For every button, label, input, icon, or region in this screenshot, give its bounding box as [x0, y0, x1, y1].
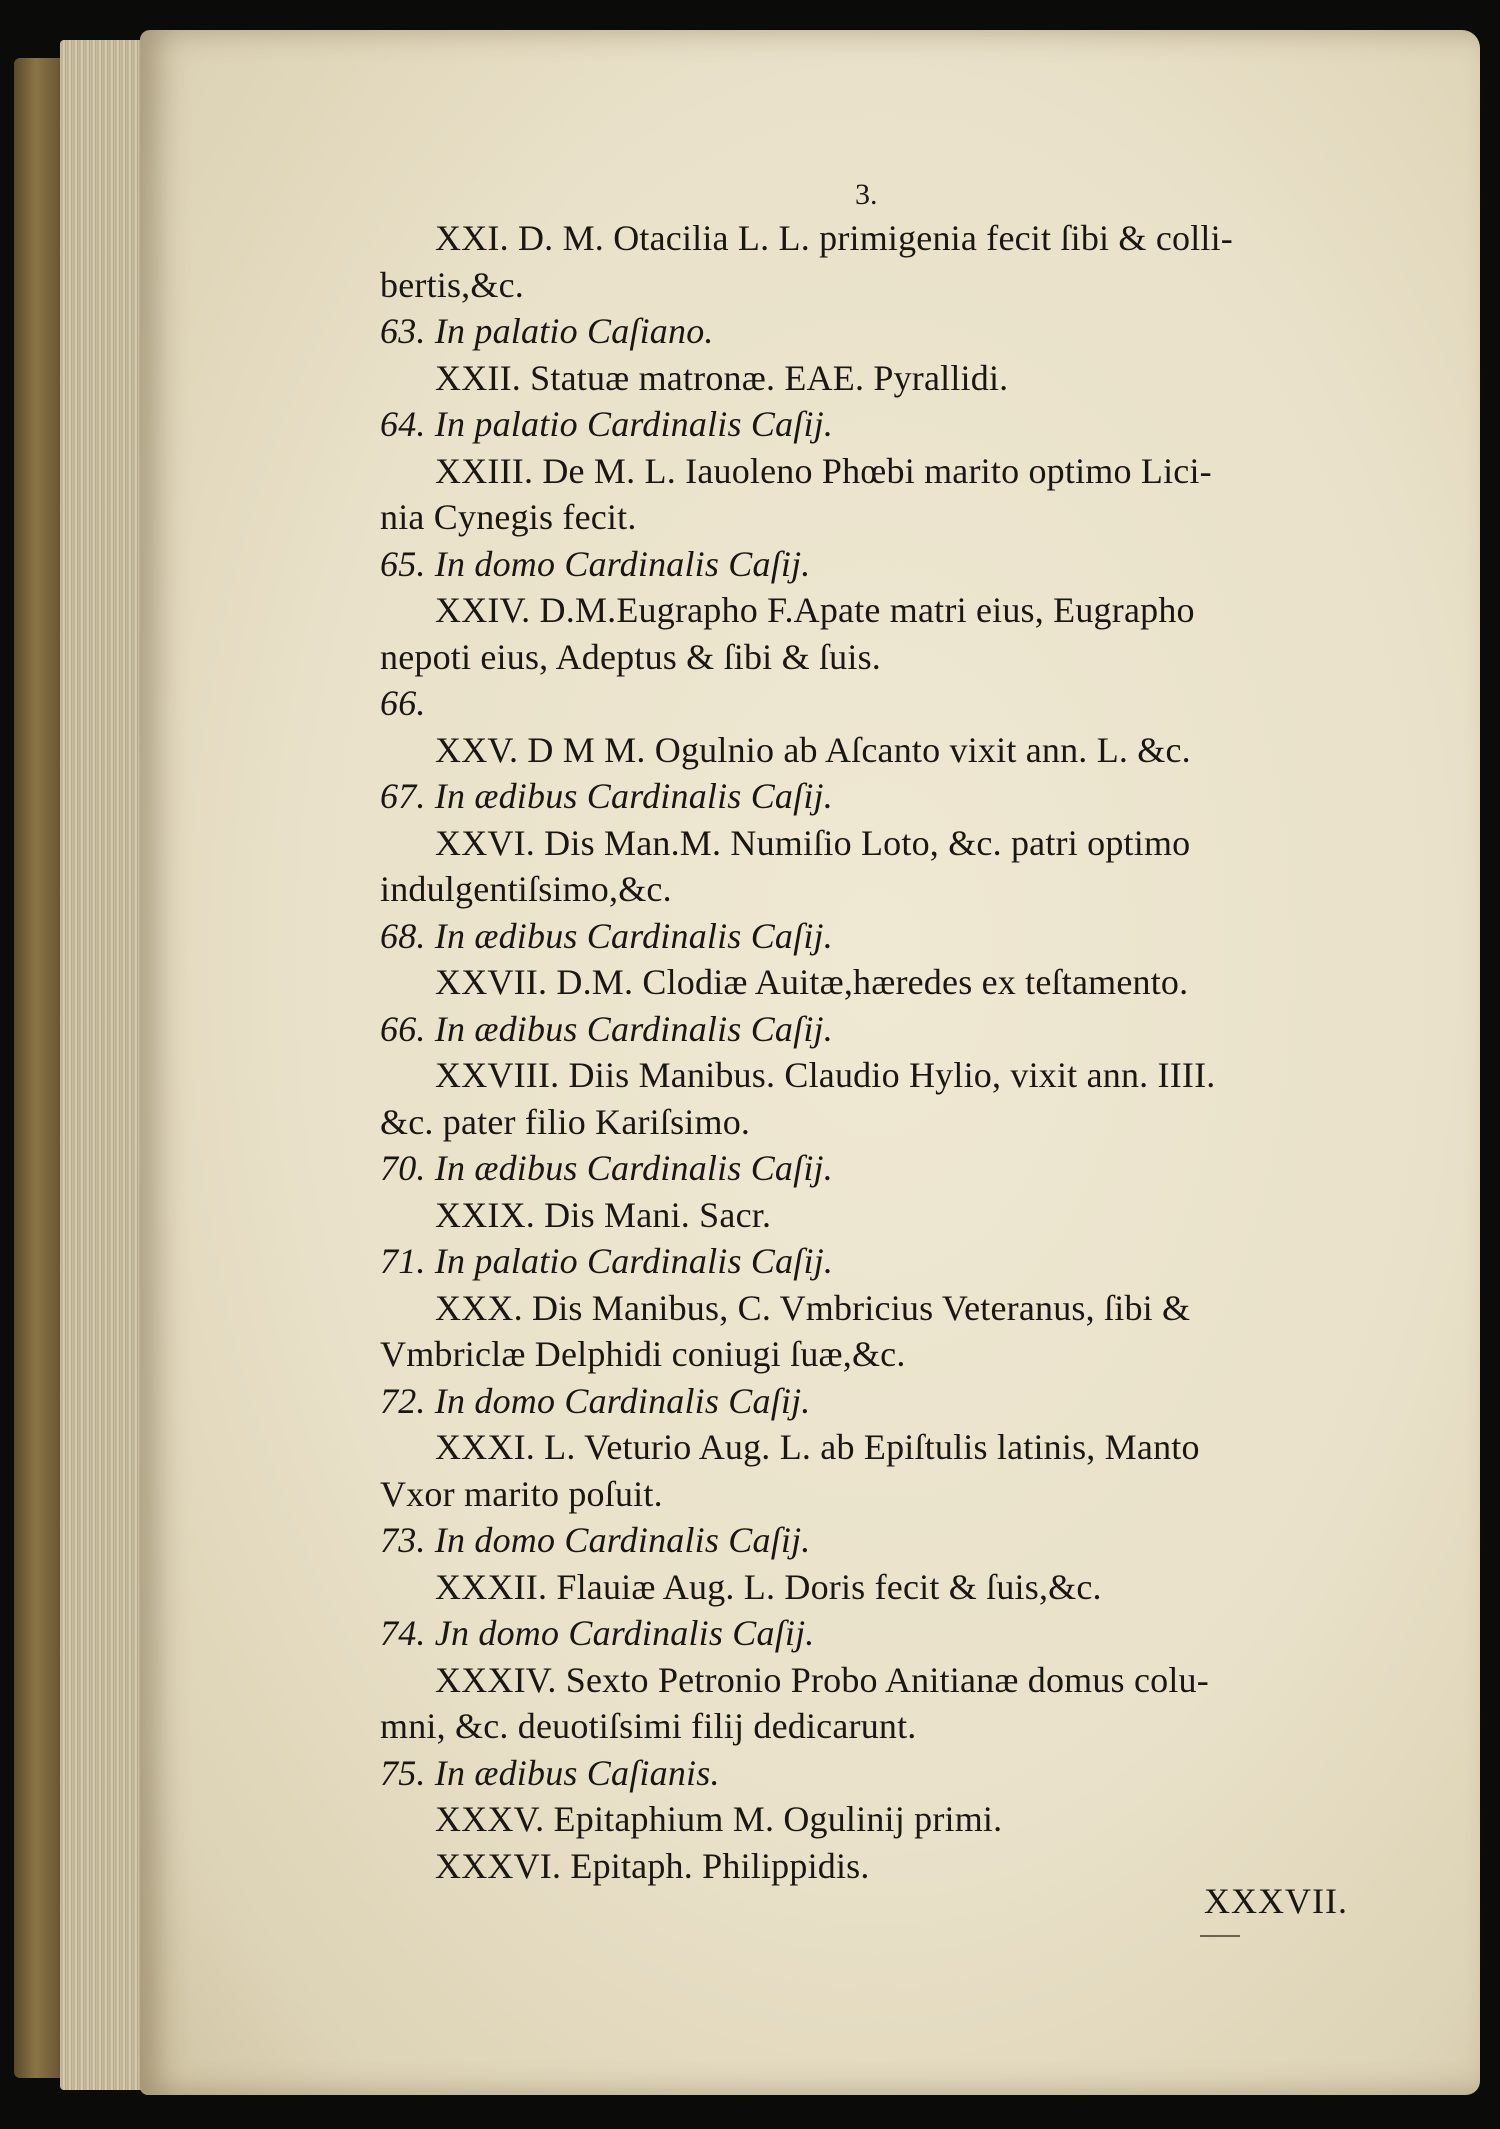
inscription-line: XXXI. L. Veturio Aug. L. ab Epiſtulis latinis, Manto — [435, 1427, 1200, 1467]
location-heading: 71. In palatio Cardinalis Caſij. — [380, 1241, 834, 1281]
inscription-line: Vxor marito poſuit. — [380, 1473, 663, 1514]
location-heading: 68. In ædibus Cardinalis Caſij. — [380, 915, 833, 956]
inscription-line: XXVIII. Diis Manibus. Claudio Hylio, vixit ann. IIII. — [435, 1055, 1216, 1095]
inscription-line: XXI. D. M. Otacilia L. L. primigenia fecit ſibi & colli- — [435, 218, 1233, 258]
inscription-line: XXX. Dis Manibus, C. Vmbricius Veteranus, ſibi & — [435, 1287, 1191, 1328]
inscription-line: nepoti eius, Adeptus & ſibi & ſuis. — [380, 636, 881, 677]
inscription-line: &c. pater filio Kariſsimo. — [380, 1101, 751, 1142]
location-heading: 63. In palatio Caſiano. — [380, 311, 714, 351]
location-heading: 70. In ædibus Cardinalis Caſij. — [380, 1148, 833, 1188]
inscription-line: Vmbriclæ Delphidi coniugi ſuæ,&c. — [380, 1334, 906, 1374]
location-heading: 67. In ædibus Cardinalis Caſij. — [380, 776, 833, 816]
page-edges — [60, 40, 150, 2090]
location-heading: 75. In ædibus Caſianis. — [380, 1752, 720, 1793]
location-heading: 64. In palatio Cardinalis Caſij. — [380, 404, 834, 444]
location-heading: 65. In domo Cardinalis Caſij. — [380, 543, 811, 584]
inscription-line: bertis,&c. — [380, 264, 524, 305]
inscription-line: XXII. Statuæ matronæ. EAE. Pyrallidi. — [435, 357, 1009, 398]
inscription-line: XXXIV. Sexto Petronio Probo Anitianæ domus colu- — [435, 1659, 1209, 1700]
rule-mark — [1200, 1935, 1240, 1937]
page-number: 3. — [855, 178, 878, 211]
inscription-line: XXIII. De M. L. Iauoleno Phœbi marito optimo Lici- — [435, 450, 1212, 491]
text-block — [380, 215, 1345, 1889]
inscription-line: XXV. D M M. Ogulnio ab Aſcanto vixit ann. L. &c. — [435, 729, 1191, 770]
inscription-line: XXVI. Dis Man.M. Numiſio Loto, &c. patri optimo — [435, 822, 1191, 863]
inscription-line: XXXVI. Epitaph. Philippidis. — [435, 1845, 870, 1886]
inscription-line: XXVII. D.M. Clodiæ Auitæ,hæredes ex teſtamento. — [435, 962, 1189, 1002]
inscription-line: mni, &c. deuotiſsimi filij dedicarunt. — [380, 1706, 917, 1746]
catchword: XXXVII. — [1204, 1881, 1348, 1921]
location-heading: 74. Jn domo Cardinalis Caſij. — [380, 1613, 815, 1653]
inscription-line: XXIX. Dis Mani. Sacr. — [435, 1194, 772, 1235]
inscription-line: XXXV. Epitaphium M. Ogulinij primi. — [435, 1799, 1003, 1839]
location-heading: 66. — [380, 683, 426, 723]
location-heading: 72. In domo Cardinalis Caſij. — [380, 1380, 811, 1421]
inscription-line: nia Cynegis fecit. — [380, 497, 637, 537]
inscription-line: XXXII. Flauiæ Aug. L. Doris fecit & ſuis,&c. — [435, 1566, 1102, 1607]
location-heading: 73. In domo Cardinalis Caſij. — [380, 1520, 811, 1560]
inscription-line: XXIV. D.M.Eugrapho F.Apate matri eius, Eugrapho — [435, 590, 1195, 630]
location-heading: 66. In ædibus Cardinalis Caſij. — [380, 1008, 833, 1049]
inscription-line: indulgentiſsimo,&c. — [380, 869, 672, 909]
